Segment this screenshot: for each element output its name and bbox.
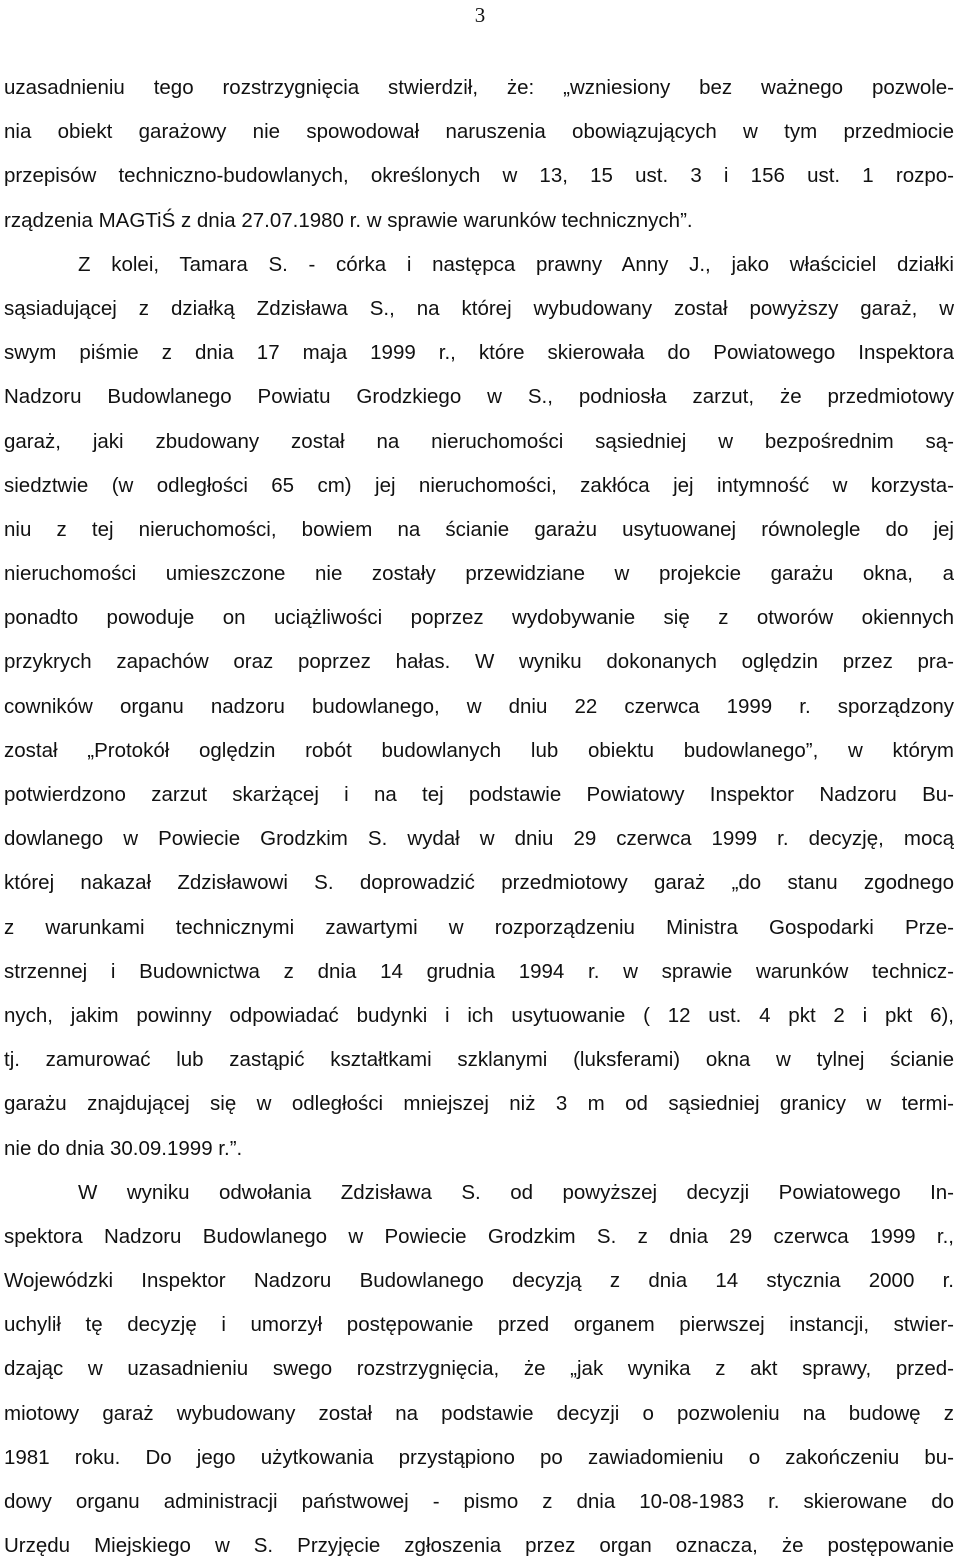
text-line: siedztwie (w odległości 65 cm) jej nieruchomości, zakłóca jej intymność w korzysta- [4, 473, 954, 497]
text-line: rządzenia MAGTiŚ z dnia 27.07.1980 r. w sprawie warunków technicznych”. [4, 208, 693, 232]
text-line: garażu znajdującej się w odległości mniejszej niż 3 m od sąsiedniej granicy w termi- [4, 1092, 954, 1116]
text-line: Wojewódzki Inspektor Nadzoru Budowlanego decyzją z dnia 14 stycznia 2000 r. [4, 1269, 954, 1293]
text-line: garaż, jaki zbudowany został na nieruchomości sąsiedniej w bezpośrednim są- [4, 429, 954, 453]
text-line: dzając w uzasadnieniu swego rozstrzygnięcia, że „jak wynika z akt sprawy, przed- [4, 1357, 954, 1381]
text-line: z warunkami technicznymi zawartymi w rozporządzeniu Ministra Gospodarki Prze- [4, 915, 954, 939]
text-line: W wyniku odwołania Zdzisława S. od powyższej decyzji Powiatowego In- [78, 1180, 954, 1204]
text-line: uzasadnieniu tego rozstrzygnięcia stwierdził, że: „wzniesiony bez ważnego pozwole- [4, 76, 954, 99]
text-line: uchylił tę decyzję i umorzył postępowanie przed organem pierwszej instancji, stwier- [4, 1313, 954, 1337]
text-line: Nadzoru Budowlanego Powiatu Grodzkiego w S., podniosła zarzut, że przedmiotowy [4, 385, 954, 409]
text-line: potwierdzono zarzut skarżącej i na tej podstawie Powiatowy Inspektor Nadzoru Bu- [4, 783, 954, 806]
text-line: swym piśmie z dnia 17 maja 1999 r., które skierowała do Powiatowego Inspektora [4, 341, 954, 365]
page-number: 3 [474, 3, 486, 27]
text-line: dowlanego w Powiecie Grodzkim S. wydał w dniu 29 czerwca 1999 r. decyzję, mocą [4, 827, 954, 851]
text-line: Z kolei, Tamara S. - córka i następca prawny Anny J., jako właściciel działki [78, 252, 954, 276]
text-line: nych, jakim powinny odpowiadać budynki i ich usytuowanie ( 12 ust. 4 pkt 2 i pkt 6), [4, 1003, 954, 1027]
text-line: sąsiadującej z działką Zdzisława S., na której wybudowany został powyższy garaż, w [4, 296, 954, 320]
text-line: przykrych zapachów oraz poprzez hałas. W wyniku dokonanych oględzin przez pra- [4, 650, 954, 674]
text-line: nie do dnia 30.09.1999 r.”. [4, 1136, 243, 1160]
document-body [4, 66, 954, 1568]
text-line: strzennej i Budownictwa z dnia 14 grudnia 1994 r. w sprawie warunków technicz- [4, 959, 954, 983]
text-line: której nakazał Zdzisławowi S. doprowadzić przedmiotowy garaż „do stanu zgodnego [4, 871, 954, 895]
text-line: nieruchomości umieszczone nie zostały przewidziane w projekcie garażu okna, a [4, 562, 954, 586]
text-line: miotowy garaż wybudowany został na podstawie decyzji o pozwoleniu na budowę z [4, 1401, 954, 1425]
text-line: przepisów techniczno-budowlanych, określonych w 13, 15 ust. 3 i 156 ust. 1 rozpo- [4, 164, 954, 188]
text-line: ponadto powoduje on uciążliwości poprzez wydobywanie się z otworów okiennych [4, 606, 954, 630]
text-line: cowników organu nadzoru budowlanego, w dniu 22 czerwca 1999 r. sporządzony [4, 694, 954, 718]
text-line: spektora Nadzoru Budowlanego w Powiecie Grodzkim S. z dnia 29 czerwca 1999 r., [4, 1224, 954, 1248]
text-line: tj. zamurować lub zastąpić kształtkami szklanymi (luksferami) okna w tylnej ścianie [4, 1048, 954, 1072]
text-line: nia obiekt garażowy nie spowodował naruszenia obowiązujących w tym przedmiocie [4, 120, 954, 144]
text-line: został „Protokół oględzin robót budowlanych lub obiektu budowlanego”, w którym [4, 738, 954, 762]
text-line: dowy organu administracji państwowej - pismo z dnia 10-08-1983 r. skierowane do [4, 1490, 954, 1513]
text-line: Urzędu Miejskiego w S. Przyjęcie zgłoszenia przez organ oznacza, że postępowanie [4, 1534, 954, 1558]
text-line: niu z tej nieruchomości, bowiem na ścianie garażu usytuowanej równolegle do jej [4, 517, 954, 541]
text-line: 1981 roku. Do jego użytkowania przystąpiono po zawiadomieniu o zakończeniu bu- [4, 1445, 954, 1469]
